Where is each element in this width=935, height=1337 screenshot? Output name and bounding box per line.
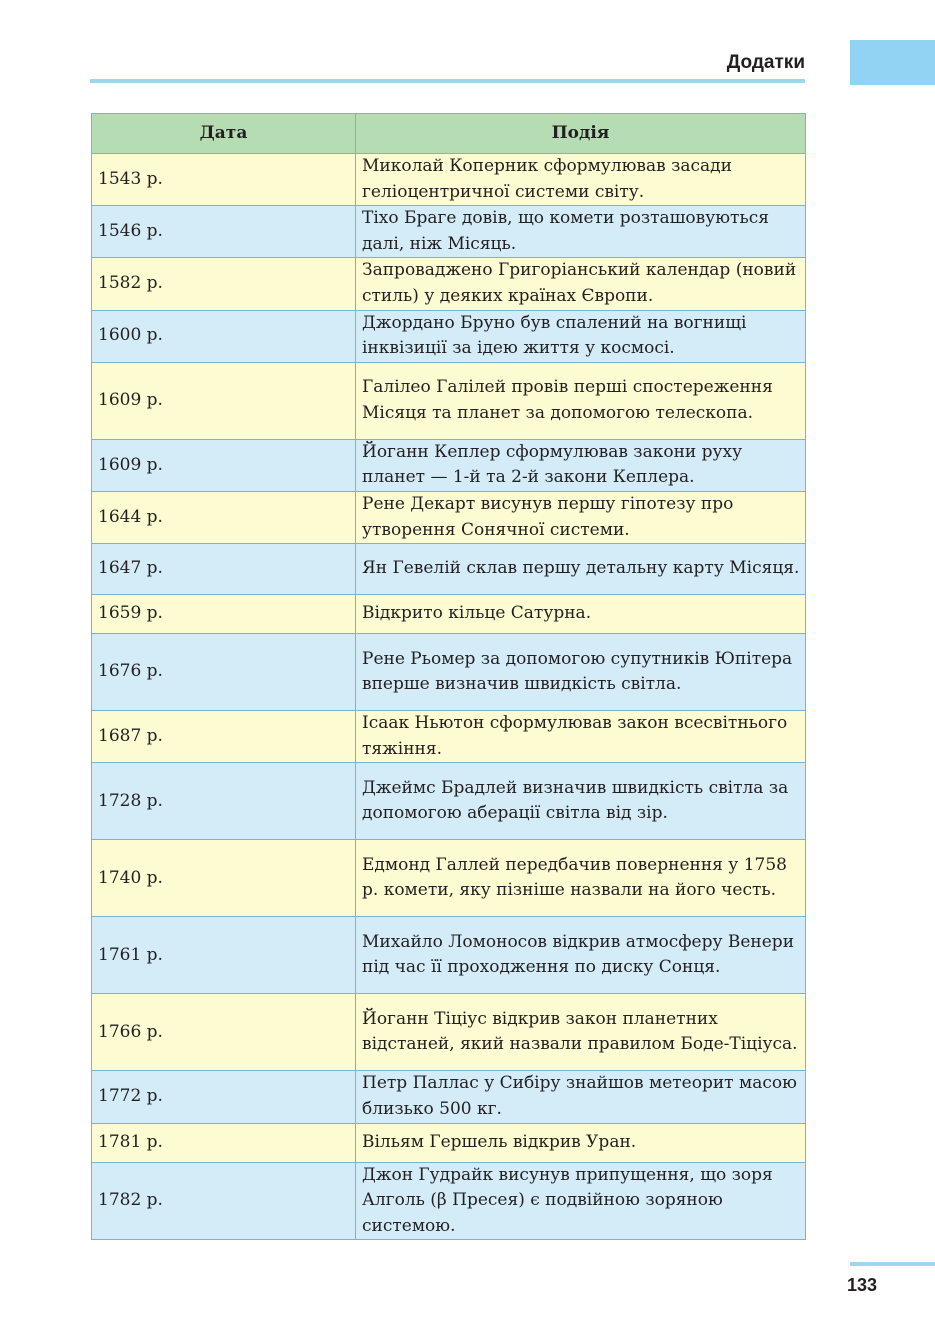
event-cell: Ісаак Ньютон сформулював закон всесвітнього тяжіння.	[356, 711, 806, 763]
date-cell: 1761 р.	[92, 917, 356, 994]
date-cell: 1781 р.	[92, 1123, 356, 1162]
table-row	[92, 595, 806, 634]
event-cell: Ян Гевелій склав першу детальну карту Місяця.	[356, 544, 806, 595]
date-cell: 1782 р.	[92, 1162, 356, 1240]
date-cell: 1766 р.	[92, 994, 356, 1071]
table-row	[92, 154, 806, 206]
column-header-event: Подія	[356, 114, 806, 154]
event-cell: Едмонд Галлей передбачив повернення у 1758 р. комети, яку пізніше назвали на його честь.	[356, 840, 806, 917]
table-row	[92, 310, 806, 362]
page-number: 133	[847, 1275, 878, 1295]
table-row	[92, 362, 806, 439]
table-row	[92, 917, 806, 994]
date-cell: 1543 р.	[92, 154, 356, 206]
event-cell: Петр Паллас у Сибіру знайшов метеорит масою близько 500 кг.	[356, 1071, 806, 1123]
table-row	[92, 763, 806, 840]
table-row	[92, 840, 806, 917]
date-cell: 1546 р.	[92, 206, 356, 258]
date-cell: 1609 р.	[92, 439, 356, 491]
event-cell: Вільям Гершель відкрив Уран.	[356, 1123, 806, 1162]
column-header-date: Дата	[92, 114, 356, 154]
table-row	[92, 711, 806, 763]
event-cell: Джордано Бруно був спалений на вогнищі інквізиції за ідею життя у космосі.	[356, 310, 806, 362]
date-cell: 1676 р.	[92, 634, 356, 711]
table-row	[92, 1071, 806, 1123]
event-cell: Запроваджено Григоріанський календар (новий стиль) у деяких країнах Європи.	[356, 258, 806, 310]
event-cell: Джеймс Брадлей визначив швидкість світла за допомогою аберації світла від зір.	[356, 763, 806, 840]
table-row	[92, 544, 806, 595]
table-row	[92, 1162, 806, 1240]
event-cell: Михайло Ломоносов відкрив атмосферу Венери під час її проходження по диску Сонця.	[356, 917, 806, 994]
section-title: Додатки	[726, 52, 805, 73]
event-cell: Рене Рьомер за допомогою супутників Юпітера вперше визначив швидкість світла.	[356, 634, 806, 711]
table-row	[92, 1123, 806, 1162]
event-cell: Йоганн Тіціус відкрив закон планетних відстаней, який назвали правилом Боде-Тіціуса.	[356, 994, 806, 1071]
event-cell: Галілео Галілей провів перші спостереження Місяця та планет за допомогою телескопа.	[356, 362, 806, 439]
table-header-row	[92, 114, 806, 154]
date-cell: 1740 р.	[92, 840, 356, 917]
table-row	[92, 491, 806, 543]
date-cell: 1687 р.	[92, 711, 356, 763]
date-cell: 1772 р.	[92, 1071, 356, 1123]
table-row	[92, 258, 806, 310]
footer-rule	[850, 1262, 935, 1266]
date-cell: 1582 р.	[92, 258, 356, 310]
event-cell: Відкрито кільце Сатурна.	[356, 595, 806, 634]
header-rule	[90, 79, 805, 83]
table-row	[92, 439, 806, 491]
date-cell: 1600 р.	[92, 310, 356, 362]
date-cell: 1647 р.	[92, 544, 356, 595]
corner-tab-decoration	[850, 40, 935, 85]
event-cell: Джон Гудрайк висунув припущення, що зоря Алголь (β Пресея) є подвійною зоряною системою.	[356, 1162, 806, 1240]
chronology-table	[91, 113, 806, 1240]
event-cell: Йоганн Кеплер сформулював закони руху планет — 1-й та 2-й закони Кеплера.	[356, 439, 806, 491]
event-cell: Рене Декарт висунув першу гіпотезу про утворення Сонячної системи.	[356, 491, 806, 543]
table-row	[92, 206, 806, 258]
event-cell: Миколай Коперник сформулював засади геліоцентричної системи світу.	[356, 154, 806, 206]
date-cell: 1659 р.	[92, 595, 356, 634]
date-cell: 1609 р.	[92, 362, 356, 439]
date-cell: 1728 р.	[92, 763, 356, 840]
table-row	[92, 994, 806, 1071]
date-cell: 1644 р.	[92, 491, 356, 543]
event-cell: Тіхо Браге довів, що комети розташовуються далі, ніж Місяць.	[356, 206, 806, 258]
table-row	[92, 634, 806, 711]
